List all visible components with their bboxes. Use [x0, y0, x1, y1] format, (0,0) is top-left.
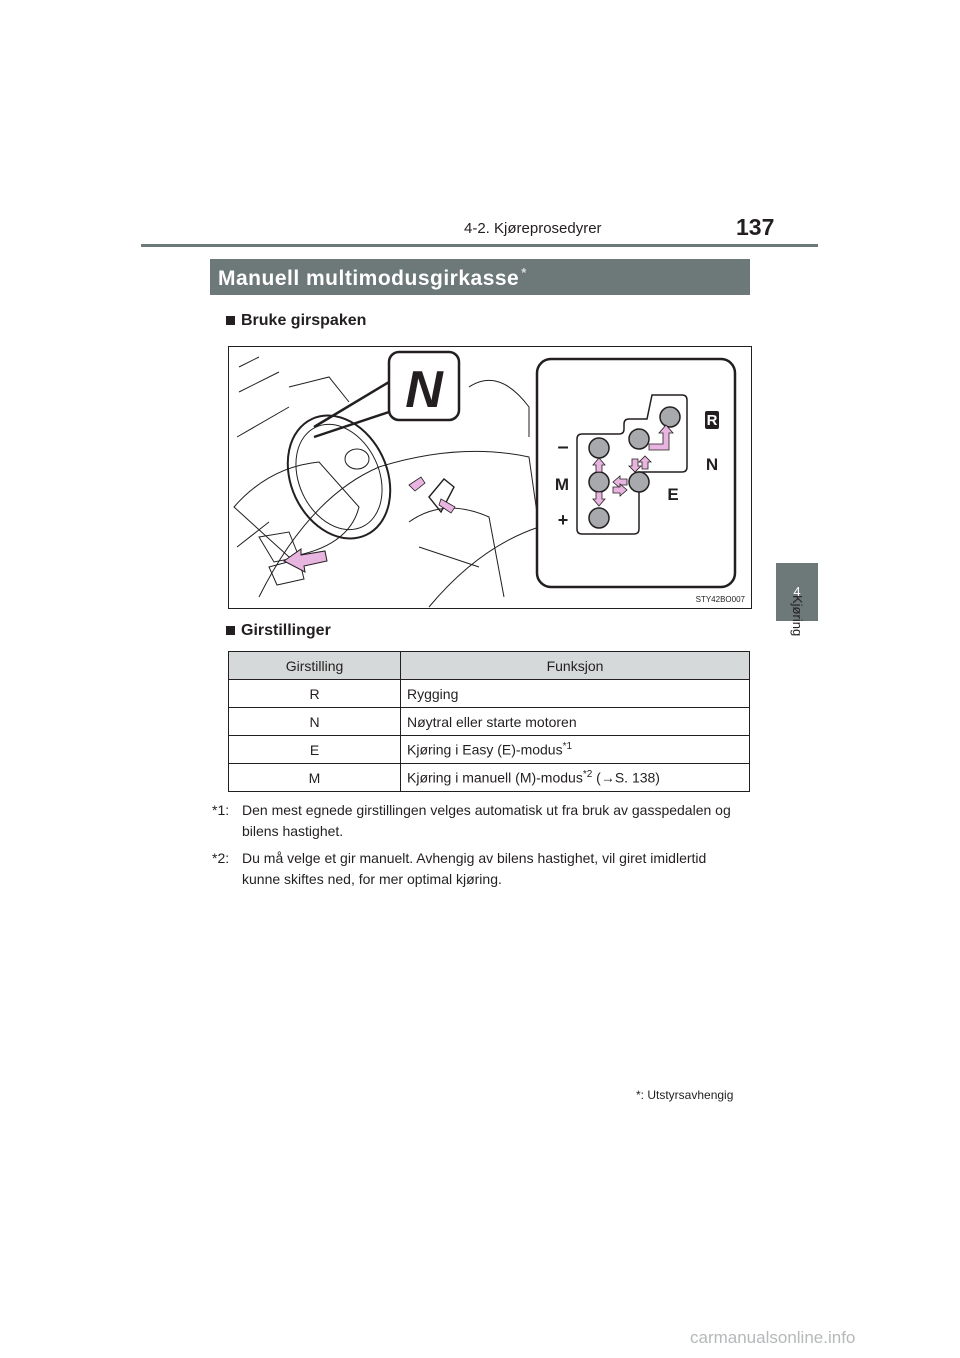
gear-position-cell: R	[229, 680, 401, 708]
gate-r	[660, 407, 680, 427]
gear-function-cell	[401, 736, 750, 764]
table-row	[229, 708, 750, 736]
subheading-text: Girstillinger	[241, 622, 331, 639]
gate-m-label: M	[554, 475, 570, 494]
function-text: Nøytral eller starte motoren	[407, 713, 577, 730]
column-header: Funksjon	[401, 652, 750, 680]
gate-plus-label: +	[557, 510, 569, 530]
page-reference: (→S. 138)	[592, 769, 660, 786]
callout-lines	[314, 382, 389, 437]
function-text: Rygging	[407, 685, 459, 702]
gear-position-cell: E	[229, 736, 401, 764]
watermark: carmanualsonline.info	[690, 1328, 856, 1347]
illustration-svg	[229, 347, 751, 608]
gate-m	[589, 472, 609, 492]
cockpit-drawing	[234, 357, 539, 607]
gate-n-label: N	[705, 455, 719, 474]
shift-gate-callout	[537, 359, 735, 587]
footnote-text: Den mest egnede girstillingen velges automatisk ut fra bruk av gasspedalen og bilens hastighet.	[242, 802, 731, 839]
gate-minus	[589, 438, 609, 458]
subheading-use-lever	[226, 312, 366, 330]
function-text: Kjøring i Easy (E)-modus	[407, 741, 563, 758]
display-callout	[389, 352, 459, 420]
gate-n	[629, 429, 649, 449]
equipment-asterisk: *	[521, 265, 527, 280]
bullet-square-icon	[226, 626, 235, 635]
section-title-bar	[210, 259, 750, 295]
footnote-ref: *1	[562, 741, 573, 753]
page-number: 137	[736, 214, 775, 240]
gear-function-cell	[401, 764, 750, 792]
footnote-mark: *1:	[212, 802, 230, 818]
gear-function-cell	[401, 680, 750, 708]
column-header: Girstilling	[229, 652, 401, 680]
footnote-text: Du må velge et gir manuelt. Avhengig av bilens hastighet, vil giret imidlertid kunne skiftes ned, for mer optimal kjøring.	[242, 850, 707, 887]
gate-r-label: R	[706, 412, 718, 429]
gear-position-cell: M	[229, 764, 401, 792]
subheading-gear-positions	[226, 622, 331, 640]
section-heading: 4-2. Kjøreprosedyrer	[464, 220, 602, 237]
chapter-tab: 4	[776, 563, 818, 621]
footnote-2	[212, 848, 734, 890]
gear-function-cell	[401, 708, 750, 736]
gate-e	[629, 472, 649, 492]
bullet-square-icon	[226, 316, 235, 325]
section-title-text: Manuell multimodusgirkasse	[218, 267, 520, 290]
header-divider	[141, 244, 818, 247]
table-row	[229, 736, 750, 764]
pedal-arrow-icon	[284, 549, 327, 572]
gate-e-label: E	[667, 485, 679, 504]
footnote-ref: *2	[582, 769, 593, 781]
gate-minus-label: –	[557, 436, 569, 458]
gear-lever-illustration	[228, 346, 752, 609]
equipment-note: *: Utstyrsavhengig	[636, 1088, 734, 1102]
gear-position-cell: N	[229, 708, 401, 736]
table-row	[229, 764, 750, 792]
table-header-row	[229, 652, 750, 680]
function-text: Kjøring i manuell (M)-modus	[407, 769, 583, 786]
footnote-1	[212, 800, 734, 842]
subheading-text: Bruke girspaken	[241, 312, 367, 329]
display-letter: N	[405, 361, 443, 419]
table-row	[229, 680, 750, 708]
section-title	[218, 265, 527, 291]
gear-positions-table	[228, 651, 750, 792]
gate-plus	[589, 508, 609, 528]
chapter-label: Kjøring	[790, 595, 805, 637]
figure-code: STY42BO007	[695, 595, 745, 604]
footnote-mark: *2:	[212, 850, 230, 866]
